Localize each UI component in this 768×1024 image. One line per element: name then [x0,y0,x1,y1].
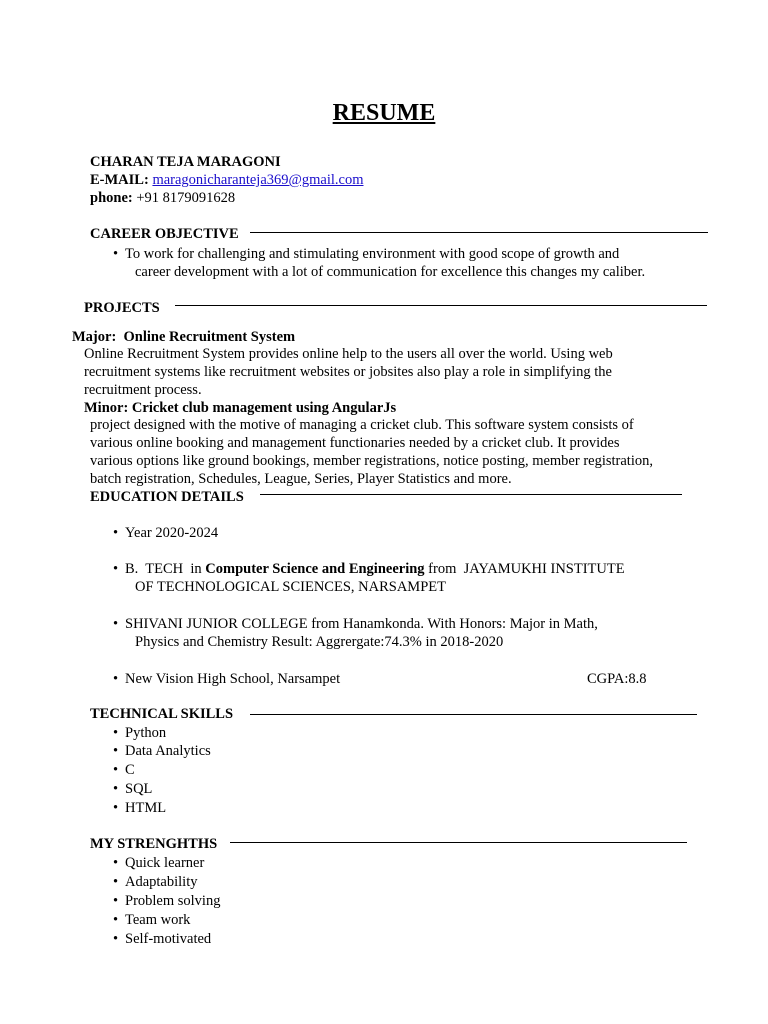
education-year: Year 2020-2024 [125,525,219,541]
section-divider [260,494,682,495]
phone-label: phone: [90,190,133,206]
minor-desc-line: batch registration, Schedules, League, Series, Player Statistics and more. [90,471,512,487]
email-link[interactable]: maragonicharanteja369@gmail.com [152,172,364,188]
bullet-icon: • [113,561,119,577]
section-divider [175,305,707,306]
minor-desc-line: project designed with the motive of managing a cricket club. This software system consists of [90,417,634,433]
btech-degree: Computer Science and Engineering [205,561,425,577]
section-divider [230,842,687,843]
minor-desc-line: various online booking and management functionaries needed by a cricket club. It provides [90,435,620,451]
btech-suffix: from JAYAMUKHI INSTITUTE [424,561,625,577]
bullet-icon: • [113,671,119,687]
btech-line [125,560,625,579]
skill-label: Python [125,725,167,741]
btech-institute-line: OF TECHNOLOGICAL SCIENCES, NARSAMPET [135,579,446,595]
education-heading: EDUCATION DETAILS [90,489,244,505]
minor-project-title: Minor: Cricket club management using AngularJs [84,400,397,416]
section-divider [250,232,708,233]
career-objective-heading: CAREER OBJECTIVE [90,226,239,242]
bullet-icon: • [113,781,119,797]
bullet-icon: • [113,855,119,871]
strengths-heading: MY STRENGHTHS [90,836,218,852]
bullet-icon: • [113,800,119,816]
skill-label: SQL [125,781,153,797]
junior-college-line: SHIVANI JUNIOR COLLEGE from Hanamkonda. With Honors: Major in Math, [125,616,598,632]
minor-desc-line: various options like ground bookings, member registrations, notice posting, member registration, [90,453,653,469]
major-project-title [72,328,295,347]
section-divider [250,714,697,715]
bullet-icon: • [113,893,119,909]
major-title: Online Recruitment System [123,329,296,345]
bullet-icon: • [113,931,119,947]
strength-label: Problem solving [125,893,221,909]
school-cgpa: CGPA:8.8 [587,671,647,687]
strength-label: Self-motivated [125,931,212,947]
technical-skills-heading: TECHNICAL SKILLS [90,706,234,722]
strength-label: Adaptability [125,874,198,890]
school-name: New Vision High School, Narsampet [125,671,341,687]
junior-college-result-line: Physics and Chemistry Result: Aggrergate:74.3% in 2018-2020 [135,634,504,650]
bullet-icon: • [113,874,119,890]
bullet-icon: • [113,246,119,262]
email-label: E-MAIL: [90,172,149,188]
bullet-icon: • [113,743,119,759]
bullet-icon: • [113,616,119,632]
strength-label: Quick learner [125,855,205,871]
phone-number: +91 8179091628 [136,190,236,206]
skill-label: HTML [125,800,167,816]
major-desc-line: Online Recruitment System provides online help to the users all over the world. Using web [84,346,613,362]
bullet-icon: • [113,912,119,928]
bullet-icon: • [113,525,119,541]
candidate-name: CHARAN TEJA MARAGONI [90,154,281,170]
major-desc-line: recruitment process. [84,382,202,398]
skill-label: Data Analytics [125,743,211,759]
skill-label: C [125,762,135,778]
objective-line: To work for challenging and stimulating environment with good scope of growth and [125,246,620,262]
bullet-icon: • [113,762,119,778]
major-label: Major: [72,329,117,345]
strength-label: Team work [125,912,191,928]
projects-heading: PROJECTS [84,300,160,316]
btech-prefix: B. TECH in [125,561,206,577]
email-row [90,171,363,190]
resume-title: RESUME [332,100,436,126]
major-desc-line: recruitment systems like recruitment websites or jobsites also play a role in simplifying the [84,364,612,380]
phone-row [90,189,235,208]
objective-line: career development with a lot of communication for excellence this changes my caliber. [135,264,646,280]
bullet-icon: • [113,725,119,741]
